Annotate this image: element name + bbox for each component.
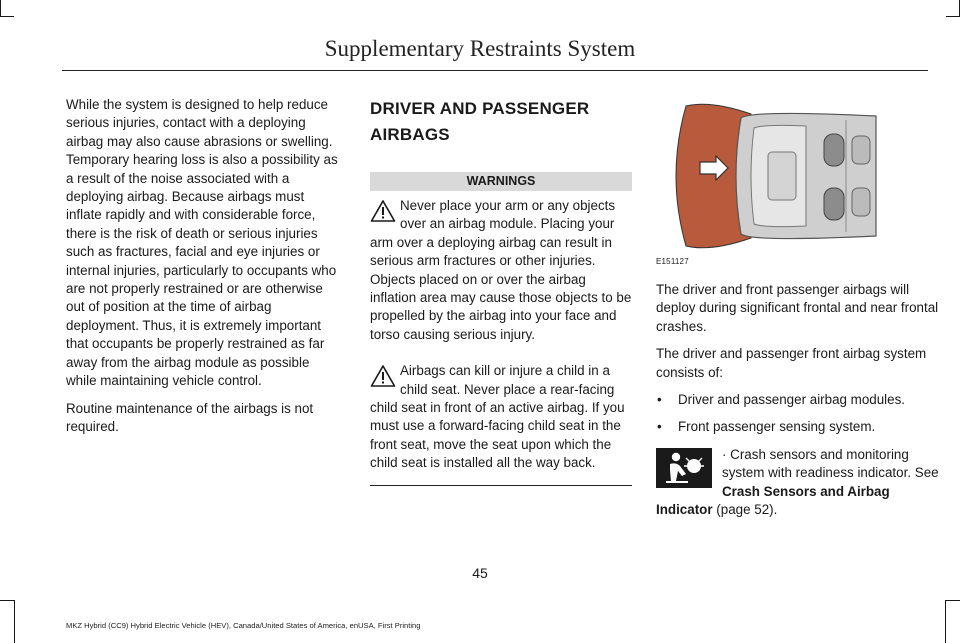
body-paragraph: Routine maintenance of the airbags is not required. — [66, 400, 314, 434]
warning-block — [370, 362, 632, 472]
crop-mark — [0, 16, 14, 17]
component-list — [656, 391, 944, 437]
airbag-deployment-illustration — [656, 96, 888, 271]
crop-mark — [14, 600, 15, 643]
icon-description: · Crash sensors and monitoring system with readiness indicator. See — [722, 446, 939, 481]
crop-mark — [945, 600, 946, 643]
print-info: MKZ Hybrid (CC9) Hybrid Electric Vehicle (HEV), Canada/United States of America, enUSA, First Printing — [66, 621, 421, 630]
column-middle — [370, 96, 632, 486]
car-airbag-icon — [656, 96, 888, 256]
crop-mark — [946, 16, 960, 17]
warnings-header: WARNINGS — [370, 172, 632, 191]
list-item: • Driver and passenger airbag modules. — [656, 391, 944, 409]
heading-line: DRIVER AND PASSENGER — [370, 99, 590, 118]
warning-triangle-icon — [370, 199, 396, 223]
page-number: 45 — [472, 565, 488, 581]
body-paragraph: The driver and passenger front airbag system consists of: — [656, 346, 927, 380]
column-left — [66, 96, 338, 445]
warning-triangle-icon — [370, 364, 396, 388]
body-paragraph: The driver and front passenger airbags will deploy during significant frontal and near frontal crashes. — [656, 282, 939, 334]
page-title: Supplementary Restraints System — [324, 36, 636, 61]
page-reference: (page 52). — [716, 502, 778, 518]
crop-mark — [946, 600, 960, 601]
section-heading — [370, 96, 632, 148]
crop-mark — [0, 0, 1, 16]
crash-sensor-paragraph — [656, 446, 944, 520]
warnings-end-rule — [370, 485, 632, 486]
cross-reference-link[interactable]: Crash Sensors and Airbag Indicator — [656, 483, 890, 518]
airbag-indicator-icon — [656, 448, 712, 488]
header-rule — [62, 70, 928, 71]
crop-mark — [0, 600, 14, 601]
warning-text: Airbags can kill or injure a child in a child seat. Never place a rear-facing child seat in front of an active airbag. If you must use a forward-facing child seat in the front seat, move the seat upon which the child seat is installed all the way back. — [370, 363, 625, 471]
body-paragraph: While the system is designed to help reduce serious injuries, contact with a deploying airbag may also cause abrasions or swelling. Temporary hearing loss is also a possibility as a result of the noise associated with a deploying airbag. Because airbags must inflate rapidly and with considerable force, there is the risk of death or serious injuries such as fractures, facial and eye injuries or internal injuries, particularly to occupants who are not properly restrained or are otherwise out of position at the time of airbag deployment. Thus, it is extremely important that occupants be properly restrained as far away from the airbag module as possible while maintaining vehicle control. — [66, 97, 338, 389]
column-right — [656, 96, 944, 528]
warning-text: Never place your arm or any objects over an airbag module. Placing your arm over a deploying airbag can result in serious arm fractures or other injuries. Objects placed on or over the airbag inflation area may cause those objects to be propelled by the airbag into your face and torso causing serious injury. — [370, 198, 632, 342]
list-item: • Front passenger sensing system. — [656, 418, 944, 436]
figure-code: E151127 — [656, 256, 689, 266]
warning-block — [370, 197, 632, 344]
heading-line: AIRBAGS — [370, 125, 450, 144]
